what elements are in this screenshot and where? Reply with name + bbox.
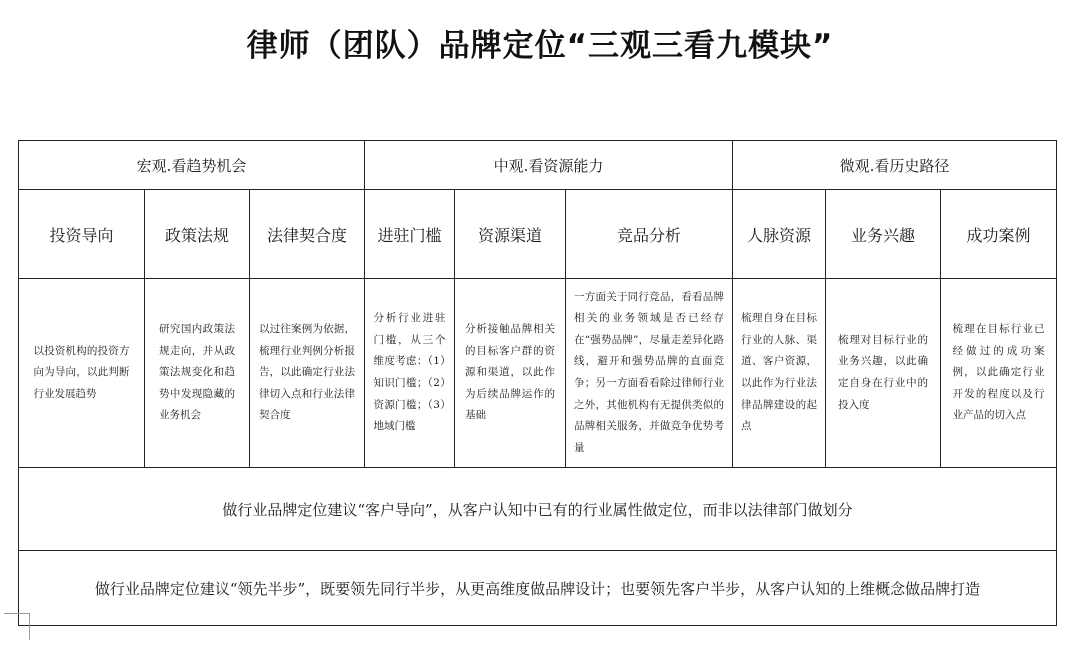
desc-business-interest [826,279,941,468]
desc-policy-regulation [145,279,250,468]
desc-text: 梳理自身在目标行业的人脉、渠道、客户资源，以此作为行业法律品牌建设的起点 [741,312,818,433]
desc-text: 以投资机构的投资方向为导向，以此判断行业发展趋势 [33,344,130,400]
crop-mark-horizontal [4,613,30,614]
module-entry-threshold: 进驻门槛 [365,190,455,279]
desc-entry-threshold [365,279,455,468]
desc-legal-fit [250,279,365,468]
module-investment-orientation: 投资导向 [19,190,145,279]
page-title: 律师（团队）品牌定位“三观三看九模块” [246,28,834,64]
section-micro: 微观.看历史路径 [733,141,1057,190]
desc-investment-orientation [19,279,145,468]
section-macro: 宏观.看趋势机会 [19,141,365,190]
module-header-row [19,190,1057,279]
note-row [19,551,1057,626]
section-header-row [19,141,1057,190]
desc-success-cases [941,279,1057,468]
module-legal-fit: 法律契合度 [250,190,365,279]
note-customer-oriented: 做行业品牌定位建议“客户导向”，从客户认知中已有的行业属性做定位，而非以法律部门做划分 [19,468,1057,551]
module-competitor-analysis: 竞品分析 [566,190,733,279]
module-success-cases: 成功案例 [941,190,1057,279]
positioning-table [18,140,1057,626]
desc-text: 梳理在目标行业已经做过的成功案例，以此确定行业开发的程度以及行业产品的切入点 [952,323,1045,422]
desc-text: 分析行业进驻门槛，从三个维度考虑：（1）知识门槛；（2）资源门槛；（3）地域门槛 [373,312,446,433]
desc-competitor-analysis [566,279,733,468]
module-network-resources: 人脉资源 [733,190,826,279]
desc-text: 研究国内政策法规走向，并从政策法规变化和趋势中发现隐藏的业务机会 [159,323,235,422]
crop-mark-vertical [29,614,30,640]
note-row [19,468,1057,551]
desc-text: 一方面关于同行竞品，看看品牌相关的业务领域是否已经存在“强势品牌”，尽量走差异化路线，避开和强势品牌的直面竞争；另一方面看看除过律师行业之外，其他机构有无提供类似的品牌相关服务，并做竞争优势考量 [574,290,725,454]
section-meso: 中观.看资源能力 [365,141,733,190]
module-policy-regulation: 政策法规 [145,190,250,279]
note-half-step-ahead: 做行业品牌定位建议“领先半步”，既要领先同行半步，从更高维度做品牌设计；也要领先客户半步，从客户认知的上维概念做品牌打造 [19,551,1057,626]
module-business-interest: 业务兴趣 [826,190,941,279]
desc-text: 分析接触品牌相关的目标客户群的资源和渠道，以此作为后续品牌运作的基础 [465,323,556,422]
desc-resource-channels [455,279,566,468]
desc-text: 梳理对目标行业的业务兴趣，以此确定自身在行业中的投入度 [838,333,929,411]
module-resource-channels: 资源渠道 [455,190,566,279]
desc-network-resources [733,279,826,468]
desc-text: 以过往案例为依据，梳理行业判例分析报告，以此确定行业法律切入点和行业法律契合度 [259,323,355,422]
module-description-row [19,279,1057,468]
